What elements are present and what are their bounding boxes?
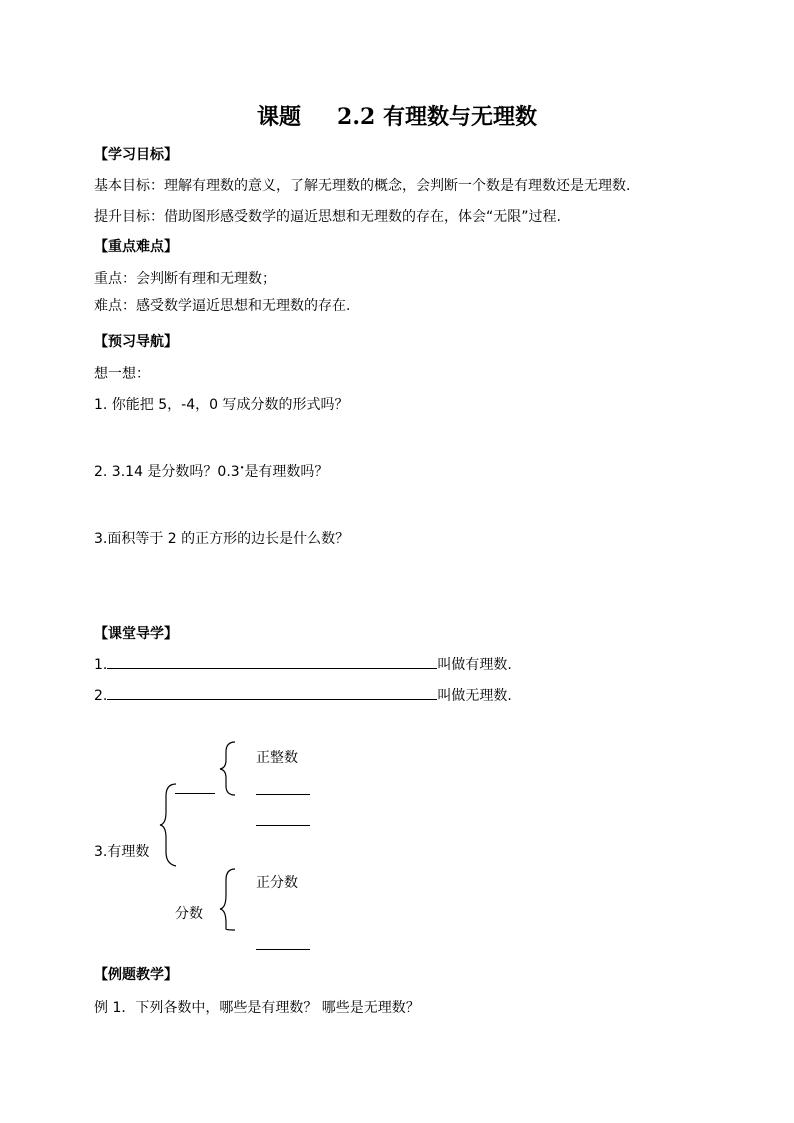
brace-fraction (220, 869, 235, 930)
goal-basic: 基本目标：理解有理数的意义，了解无理数的概念，会判断一个数是有理数还是无理数. (94, 178, 631, 194)
blank-negative-integer[interactable] (256, 825, 310, 826)
section-keypoints: 【重点难点】 (94, 239, 178, 255)
section-goals: 【学习目标】 (94, 147, 178, 163)
title-text: 2.2 有理数与无理数 (337, 104, 537, 130)
blank-negative-fraction[interactable] (256, 949, 310, 950)
tree-positive-fraction: 正分数 (256, 875, 298, 891)
preview-question-1: 1. 你能把 5，-4，0 写成分数的形式吗？ (94, 397, 349, 413)
tree-root-rational: 3.有理数 (94, 844, 150, 860)
brace-integer (220, 742, 235, 795)
blank-zero[interactable] (256, 794, 310, 795)
repeating-digit: 3• (230, 463, 245, 480)
section-preview: 【预习导航】 (94, 334, 178, 350)
preview-think: 想一想： (94, 366, 150, 382)
tree-positive-integer: 正整数 (256, 750, 298, 766)
section-examples: 【例题教学】 (94, 967, 178, 983)
example-1: 例 1．下列各数中，哪些是有理数？ 哪些是无理数？ (94, 1000, 420, 1016)
tree-fraction: 分数 (175, 906, 203, 922)
classroom-item-1: 1. 叫做有理数. (94, 657, 512, 673)
blank-integer[interactable] (175, 793, 215, 794)
keypoint-key: 重点：会判断有理和无理数； (94, 271, 276, 287)
preview-question-3: 3.面积等于 2 的正方形的边长是什么数？ (94, 531, 350, 547)
title-label: 课题 (257, 104, 302, 130)
section-classroom: 【课堂导学】 (94, 626, 178, 642)
goal-advanced: 提升目标：借助图形感受数学的逼近思想和无理数的存在，体会“无限”过程. (94, 209, 561, 225)
preview-question-2: 2. 3.14 是分数吗？0.3•是有理数吗？ (94, 463, 329, 480)
classroom-item-2: 2. 叫做无理数. (94, 688, 512, 704)
brace-root (160, 784, 176, 866)
keypoint-difficult: 难点：感受数学逼近思想和无理数的存在. (94, 298, 351, 314)
